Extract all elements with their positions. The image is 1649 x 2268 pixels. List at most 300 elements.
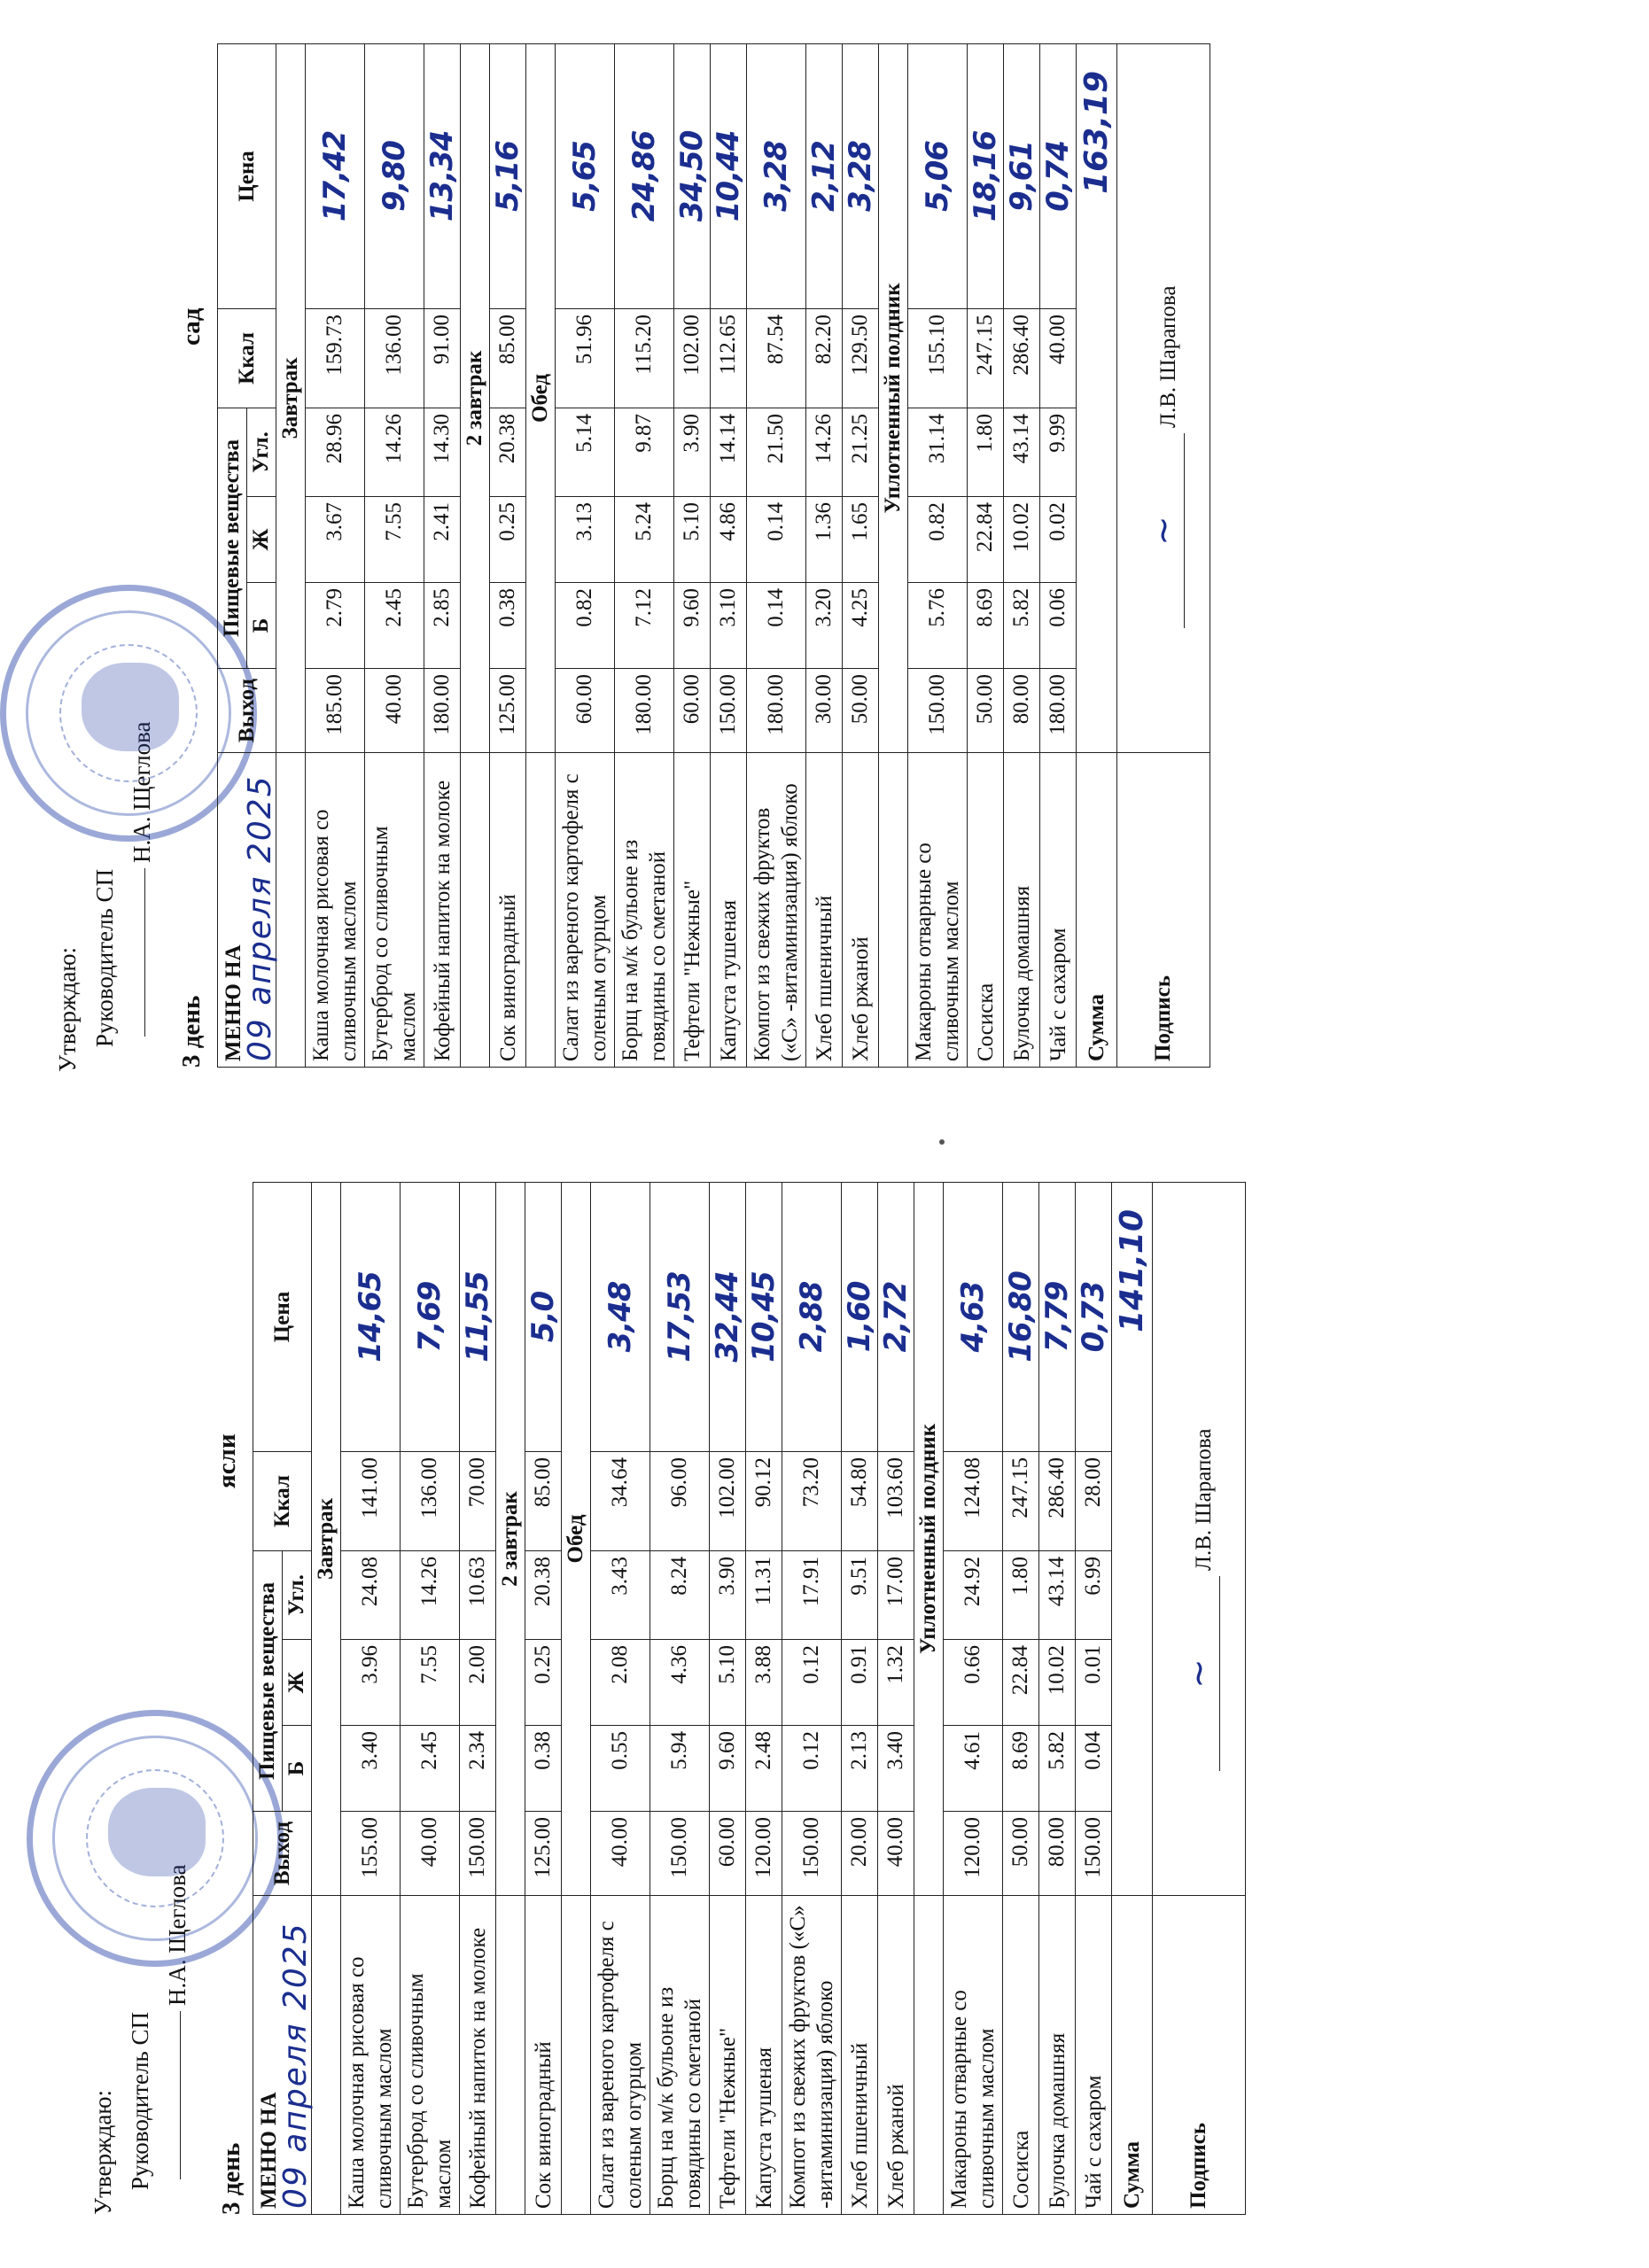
approval-name: Н.А. Щеглова	[128, 721, 155, 863]
menu-title-cell	[218, 753, 276, 1068]
price-value: 14,65	[341, 1182, 401, 1451]
kcal-value: 247.15	[1003, 1451, 1039, 1550]
section-title: Уплотненный полдник	[914, 1182, 944, 1895]
kcal-value: 103.60	[878, 1451, 914, 1550]
fat-value: 5.10	[710, 1640, 746, 1726]
carbs-value: 14.26	[806, 408, 843, 496]
table-row	[968, 43, 1004, 1067]
fat-value: 5.10	[674, 497, 711, 583]
output-value: 125.00	[525, 1812, 562, 1896]
protein-value: 3.40	[878, 1726, 914, 1812]
table-row	[843, 43, 879, 1067]
dish-name: Борщ на м/к бульоне из говядины со сметаной	[615, 753, 674, 1068]
carbs-value: 28.96	[306, 408, 365, 496]
price-value: 5,65	[556, 43, 615, 308]
section-row	[562, 1182, 591, 2214]
kcal-value: 136.00	[401, 1451, 460, 1550]
approval-signature-line	[179, 2011, 181, 2179]
kcal-value: 141.00	[341, 1451, 401, 1550]
signature-cell	[1117, 43, 1210, 752]
kcal-value: 28.00	[1076, 1451, 1112, 1550]
price-value: 1,60	[842, 1182, 878, 1451]
carbs-value: 20.38	[490, 408, 526, 496]
protein-value: 0.04	[1076, 1726, 1112, 1812]
dish-name: Макароны отварные со сливочным маслом	[944, 1896, 1003, 2215]
kcal-value: 129.50	[843, 308, 879, 408]
protein-value: 3.20	[806, 583, 843, 669]
table-row	[711, 43, 747, 1067]
dish-name: Хлеб пшеничный	[842, 1896, 878, 2215]
section-row	[312, 1182, 341, 2214]
output-value: 50.00	[1003, 1812, 1039, 1896]
price-value: 32,44	[710, 1182, 746, 1451]
dish-name: Хлеб ржаной	[878, 1896, 914, 2215]
protein-value: 0.14	[747, 583, 806, 669]
approval-position: Руководитель СП	[127, 2011, 153, 2190]
dish-name: Салат из вареного картофеля с соленым огурцом	[591, 1896, 650, 2215]
output-value: 120.00	[746, 1812, 782, 1896]
place-label: ясли	[213, 1433, 241, 1488]
kcal-value: 82.20	[806, 308, 843, 408]
output-value: 60.00	[710, 1812, 746, 1896]
dish-name: Сок виноградный	[490, 753, 526, 1068]
price-value: 3,28	[747, 43, 806, 308]
menu-date: 09 апреля 2025	[276, 1922, 314, 2209]
protein-value: 0.82	[556, 583, 615, 669]
table-row	[782, 1182, 842, 2214]
dish-name: Чай с сахаром	[1040, 753, 1077, 1068]
protein-value: 5.76	[908, 583, 968, 669]
section-row	[461, 43, 490, 1067]
price-value: 17,42	[306, 43, 365, 308]
carbs-value: 1.80	[968, 408, 1004, 496]
carbs-value: 8.24	[650, 1550, 710, 1639]
dish-name: Кофейный напиток на молоке	[424, 753, 461, 1068]
menu-table	[217, 43, 1210, 1068]
carbs-value: 9.87	[615, 408, 674, 496]
dish-name: Каша молочная рисовая со сливочным маслом	[341, 1896, 401, 2215]
protein-value: 3.10	[711, 583, 747, 669]
output-value: 125.00	[490, 669, 526, 753]
output-value: 155.00	[341, 1812, 401, 1896]
table-row	[650, 1182, 710, 2214]
section-blank-cell	[914, 1896, 944, 2215]
kcal-value: 115.20	[615, 308, 674, 408]
protein-value: 0.38	[490, 583, 526, 669]
table-row	[1003, 1182, 1039, 2214]
protein-value: 8.69	[1003, 1726, 1039, 1812]
price-value: 10,45	[746, 1182, 782, 1451]
dish-name: Тефтели "Нежные"	[674, 753, 711, 1068]
section-row	[276, 43, 306, 1067]
col-carbs: Угл.	[283, 1550, 312, 1639]
table-row	[674, 43, 711, 1067]
fat-value: 5.24	[615, 497, 674, 583]
section-row	[879, 43, 908, 1067]
carbs-value: 21.25	[843, 408, 879, 496]
dish-name: Кофейный напиток на молоке	[460, 1896, 496, 2215]
col-price: Цена	[253, 1182, 312, 1451]
protein-value: 5.94	[650, 1726, 710, 1812]
protein-value: 2.13	[842, 1726, 878, 1812]
col-fat: Ж	[283, 1640, 312, 1726]
protein-value: 4.61	[944, 1726, 1003, 1812]
output-value: 40.00	[591, 1812, 650, 1896]
table-row	[878, 1182, 914, 2214]
price-value: 0,74	[1040, 43, 1077, 308]
kcal-value: 34.64	[591, 1451, 650, 1550]
day-label: 3 день	[217, 2142, 245, 2215]
protein-value: 2.34	[460, 1726, 496, 1812]
kcal-value: 96.00	[650, 1451, 710, 1550]
fat-value: 0.01	[1076, 1640, 1112, 1726]
carbs-value: 9.99	[1040, 408, 1077, 496]
price-value: 5,16	[490, 43, 526, 308]
sum-value: 141,10	[1112, 1182, 1153, 1895]
dish-name: Макароны отварные со сливочным маслом	[908, 753, 968, 1068]
output-value: 150.00	[460, 1812, 496, 1896]
carbs-value: 14.14	[711, 408, 747, 496]
table-row	[556, 43, 615, 1067]
dish-name: Булочка домашняя	[1039, 1896, 1076, 2215]
table-row	[908, 43, 968, 1067]
fat-value: 10.02	[1039, 1640, 1076, 1726]
menu-body	[312, 1182, 1112, 2214]
kcal-value: 102.00	[710, 1451, 746, 1550]
output-value: 40.00	[878, 1812, 914, 1896]
signature-cell	[1153, 1182, 1246, 1895]
table-row	[401, 1182, 460, 2214]
protein-value: 7.12	[615, 583, 674, 669]
carbs-value: 24.92	[944, 1550, 1003, 1639]
col-carbs: Угл.	[247, 408, 276, 496]
carbs-value: 3.90	[674, 408, 711, 496]
col-nutrients: Пищевые вещества	[218, 408, 247, 668]
section-blank-cell	[879, 753, 908, 1068]
protein-value: 0.38	[525, 1726, 562, 1812]
table-row	[747, 43, 806, 1067]
fat-value: 3.96	[341, 1640, 401, 1726]
col-protein: Б	[247, 583, 276, 669]
protein-value: 9.60	[674, 583, 711, 669]
kcal-value: 85.00	[525, 1451, 562, 1550]
menu-title: МЕНЮ НА	[221, 944, 245, 1061]
output-value: 60.00	[556, 669, 615, 753]
output-value: 40.00	[365, 669, 424, 753]
section-row	[914, 1182, 944, 2214]
signer-name: Л.В. Шарапова	[1191, 1428, 1216, 1571]
carbs-value: 14.30	[424, 408, 461, 496]
fat-value: 4.86	[711, 497, 747, 583]
table-row	[1004, 43, 1040, 1067]
signature-label: Подпись	[1117, 753, 1210, 1068]
dish-name: Тефтели "Нежные"	[710, 1896, 746, 2215]
menu-table	[253, 1182, 1246, 2215]
carbs-value: 9.51	[842, 1550, 878, 1639]
col-output: Выход	[218, 669, 276, 753]
carbs-value: 20.38	[525, 1550, 562, 1639]
price-value: 10,44	[711, 43, 747, 308]
protein-value: 5.82	[1039, 1726, 1076, 1812]
section-blank-cell	[526, 753, 556, 1068]
carbs-value: 11.31	[746, 1550, 782, 1639]
protein-value: 4.25	[843, 583, 879, 669]
dish-name: Капуста тушеная	[711, 753, 747, 1068]
output-value: 20.00	[842, 1812, 878, 1896]
dish-name: Хлеб ржаной	[843, 753, 879, 1068]
table-row	[424, 43, 461, 1067]
table-row	[306, 43, 365, 1067]
section-row	[526, 43, 556, 1067]
kcal-value: 85.00	[490, 308, 526, 408]
kcal-value: 102.00	[674, 308, 711, 408]
dish-name: Бутерброд со сливочным маслом	[365, 753, 424, 1068]
carbs-value: 3.90	[710, 1550, 746, 1639]
section-blank-cell	[562, 1896, 591, 2215]
section-blank-cell	[496, 1896, 525, 2215]
table-row	[746, 1182, 782, 2214]
price-value: 11,55	[460, 1182, 496, 1451]
dish-name: Компот из свежих фруктов («С» -витаминизация) яблоко	[782, 1896, 842, 2215]
kcal-value: 124.08	[944, 1451, 1003, 1550]
carbs-value: 10.63	[460, 1550, 496, 1639]
fat-value: 0.91	[842, 1640, 878, 1726]
section-title: Завтрак	[276, 43, 306, 752]
dish-name: Хлеб пшеничный	[806, 753, 843, 1068]
price-value: 18,16	[968, 43, 1004, 308]
col-kcal: Ккал	[253, 1451, 312, 1550]
protein-value: 9.60	[710, 1726, 746, 1812]
fat-value: 3.67	[306, 497, 365, 583]
col-output: Выход	[253, 1812, 312, 1896]
col-protein: Б	[283, 1726, 312, 1812]
carbs-value: 21.50	[747, 408, 806, 496]
sum-label: Сумма	[1112, 1896, 1153, 2215]
carbs-value: 43.14	[1004, 408, 1040, 496]
dish-name: Сосиска	[1003, 1896, 1039, 2215]
output-value: 60.00	[674, 669, 711, 753]
kcal-value: 54.80	[842, 1451, 878, 1550]
fat-value: 0.66	[944, 1640, 1003, 1726]
carbs-value: 14.26	[401, 1550, 460, 1639]
output-value: 150.00	[908, 669, 968, 753]
price-value: 0,73	[1076, 1182, 1112, 1451]
kcal-value: 247.15	[968, 308, 1004, 408]
section-title: 2 завтрак	[461, 43, 490, 752]
dish-name: Чай с сахаром	[1076, 1896, 1112, 2215]
dish-name: Сок виноградный	[525, 1896, 562, 2215]
dish-name: Булочка домашняя	[1004, 753, 1040, 1068]
day-label: 3 день	[177, 995, 206, 1068]
fat-value: 2.41	[424, 497, 461, 583]
price-value: 2,72	[878, 1182, 914, 1451]
fat-value: 2.08	[591, 1640, 650, 1726]
kcal-value: 40.00	[1040, 308, 1077, 408]
output-value: 180.00	[615, 669, 674, 753]
kcal-value: 286.40	[1039, 1451, 1076, 1550]
col-price: Цена	[218, 43, 276, 308]
protein-value: 2.85	[424, 583, 461, 669]
kcal-value: 87.54	[747, 308, 806, 408]
kcal-value: 286.40	[1004, 308, 1040, 408]
sum-value: 163,19	[1077, 43, 1117, 752]
protein-value: 2.45	[401, 1726, 460, 1812]
fat-value: 4.36	[650, 1640, 710, 1726]
price-value: 9,61	[1004, 43, 1040, 308]
col-nutrients: Пищевые вещества	[253, 1550, 283, 1811]
price-value: 3,48	[591, 1182, 650, 1451]
output-value: 50.00	[843, 669, 879, 753]
kcal-value: 90.12	[746, 1451, 782, 1550]
price-value: 34,50	[674, 43, 711, 308]
protein-value: 0.55	[591, 1726, 650, 1812]
fat-value: 3.88	[746, 1640, 782, 1726]
table-row	[365, 43, 424, 1067]
place-label: сад	[177, 307, 206, 346]
table-row	[525, 1182, 562, 2214]
output-value: 50.00	[968, 669, 1004, 753]
protein-value: 0.12	[782, 1726, 842, 1812]
output-value: 40.00	[401, 1812, 460, 1896]
section-title: Уплотненный полдник	[879, 43, 908, 752]
fat-value: 0.14	[747, 497, 806, 583]
table-row	[615, 43, 674, 1067]
carbs-value: 6.99	[1076, 1550, 1112, 1639]
table-row	[806, 43, 843, 1067]
table-row	[460, 1182, 496, 2214]
kcal-value: 73.20	[782, 1451, 842, 1550]
section-title: Обед	[526, 43, 556, 752]
protein-value: 2.45	[365, 583, 424, 669]
dish-name: Каша молочная рисовая со сливочным маслом	[306, 753, 365, 1068]
fat-value: 7.55	[401, 1640, 460, 1726]
output-value: 150.00	[782, 1812, 842, 1896]
approval-position: Руководитель СП	[91, 868, 118, 1047]
section-title: 2 завтрак	[496, 1182, 525, 1895]
output-value: 185.00	[306, 669, 365, 753]
output-value: 120.00	[944, 1812, 1003, 1896]
kcal-value: 51.96	[556, 308, 615, 408]
table-row	[490, 43, 526, 1067]
price-value: 17,53	[650, 1182, 710, 1451]
dish-name: Салат из вареного картофеля с соленым огурцом	[556, 753, 615, 1068]
output-value: 80.00	[1039, 1812, 1076, 1896]
price-value: 9,80	[365, 43, 424, 308]
table-row	[591, 1182, 650, 2214]
dish-name: Капуста тушеная	[746, 1896, 782, 2215]
table-row	[1076, 1182, 1112, 2214]
protein-value: 8.69	[968, 583, 1004, 669]
protein-value: 0.06	[1040, 583, 1077, 669]
output-value: 150.00	[650, 1812, 710, 1896]
price-value: 7,79	[1039, 1182, 1076, 1451]
price-value: 16,80	[1003, 1182, 1039, 1451]
signature-label: Подпись	[1153, 1896, 1246, 2215]
official-stamp	[27, 1710, 284, 1967]
section-blank-cell	[461, 753, 490, 1068]
dish-name: Борщ на м/к бульоне из говядины со сметаной	[650, 1896, 710, 2215]
carbs-value: 5.14	[556, 408, 615, 496]
price-value: 2,88	[782, 1182, 842, 1451]
price-value: 2,12	[806, 43, 843, 308]
fat-value: 22.84	[1003, 1640, 1039, 1726]
section-title: Завтрак	[312, 1182, 341, 1895]
fat-value: 1.36	[806, 497, 843, 583]
carbs-value: 43.14	[1039, 1550, 1076, 1639]
table-row	[944, 1182, 1003, 2214]
fat-value: 10.02	[1004, 497, 1040, 583]
eagle-emblem-icon	[108, 1788, 206, 1876]
kcal-value: 159.73	[306, 308, 365, 408]
price-value: 24,86	[615, 43, 674, 308]
col-kcal: Ккал	[218, 308, 276, 408]
approval-title: Утверждаю:	[54, 946, 81, 1072]
output-value: 30.00	[806, 669, 843, 753]
fat-value: 0.02	[1040, 497, 1077, 583]
fat-value: 2.00	[460, 1640, 496, 1726]
dish-name: Бутерброд со сливочным маслом	[401, 1896, 460, 2215]
fat-value: 1.32	[878, 1640, 914, 1726]
menu-body	[276, 43, 1077, 1067]
output-value: 180.00	[424, 669, 461, 753]
handwritten-signature: ~	[1143, 433, 1185, 628]
carbs-value: 3.43	[591, 1550, 650, 1639]
fat-value: 0.25	[525, 1640, 562, 1726]
carbs-value: 17.91	[782, 1550, 842, 1639]
kcal-value: 112.65	[711, 308, 747, 408]
scan-speck	[939, 1139, 945, 1145]
signer-name: Л.В. Шарапова	[1155, 285, 1180, 428]
menu-date: 09 апреля 2025	[241, 774, 278, 1061]
fat-value: 0.25	[490, 497, 526, 583]
price-value: 3,28	[843, 43, 879, 308]
dish-name: Сосиска	[968, 753, 1004, 1068]
table-row	[341, 1182, 401, 2214]
output-value: 150.00	[1076, 1812, 1112, 1896]
fat-value: 1.65	[843, 497, 879, 583]
kcal-value: 136.00	[365, 308, 424, 408]
eagle-emblem-icon	[82, 663, 179, 751]
table-row	[1040, 43, 1077, 1067]
fat-value: 0.82	[908, 497, 968, 583]
section-blank-cell	[312, 1896, 341, 2215]
menu-nursery	[0, 1134, 1649, 2268]
menu-title: МЕНЮ НА	[256, 2092, 281, 2209]
carbs-value: 17.00	[878, 1550, 914, 1639]
table-row	[1039, 1182, 1076, 2214]
menu-title-cell	[253, 1896, 312, 2215]
protein-value: 5.82	[1004, 583, 1040, 669]
approval-name: Н.А. Щеглова	[164, 1864, 191, 2006]
carbs-value: 14.26	[365, 408, 424, 496]
price-value: 5,06	[908, 43, 968, 308]
output-value: 150.00	[711, 669, 747, 753]
price-value: 13,34	[424, 43, 461, 308]
fat-value: 3.13	[556, 497, 615, 583]
price-value: 5,0	[525, 1182, 562, 1451]
approval-title: Утверждаю:	[89, 2089, 116, 2215]
table-row	[842, 1182, 878, 2214]
section-blank-cell	[276, 753, 306, 1068]
kcal-value: 155.10	[908, 308, 968, 408]
carbs-value: 1.80	[1003, 1550, 1039, 1639]
kcal-value: 91.00	[424, 308, 461, 408]
output-value: 180.00	[1040, 669, 1077, 753]
protein-value: 2.79	[306, 583, 365, 669]
handwritten-signature: ~	[1178, 1576, 1220, 1771]
section-title: Обед	[562, 1182, 591, 1895]
fat-value: 22.84	[968, 497, 1004, 583]
